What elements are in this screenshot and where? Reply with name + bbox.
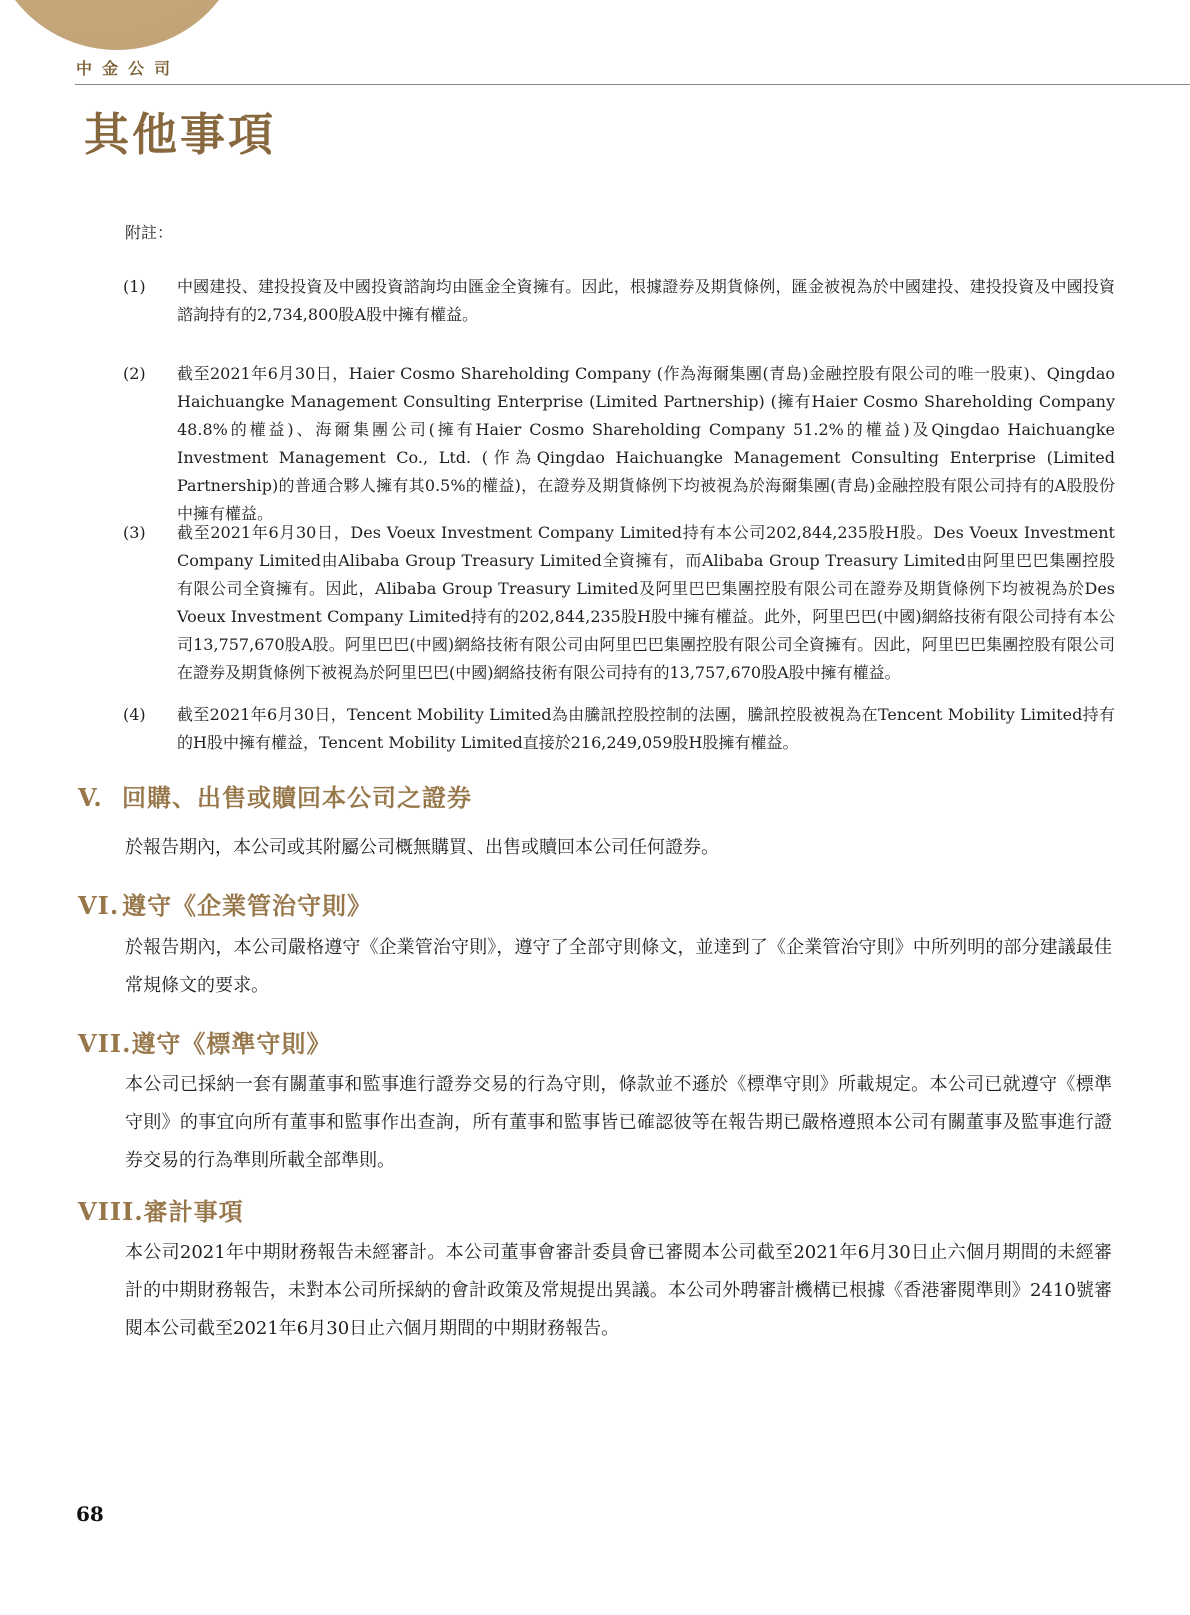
section-body-vi: 於報告期內，本公司嚴格遵守《企業管治守則》，遵守了全部守則條文，並達到了《企業管治守則》中所列明的部分建議最佳常規條文的要求。: [125, 937, 1112, 996]
note-item-1: [123, 273, 1115, 329]
brand-name: 中金公司: [76, 59, 181, 78]
note-item-2: [123, 360, 1115, 528]
page-number: 68: [76, 1502, 104, 1526]
note-text: 截至2021年6月30日，Des Voeux Investment Company Limited持有本公司202,844,235股H股。Des Voeux Investment Company Limited由Alibaba Group Treasury Limited全資擁有，而Alibaba Group Treasury Limited由阿里巴巴集團控股有限公司全資擁有。因此，Alibaba Group Treasury Limited及阿里巴巴集團控股有限公司在證券及期貨條例下均被視為於Des Voeux Investment Company Limited持有的202,844,235股H股中擁有權益。此外，阿里巴巴(中國)網絡技術有限公司持有本公司13,757,670股A股。阿里巴巴(中國)網絡技術有限公司由阿里巴巴集團控股有限公司全資擁有。因此，阿里巴巴集團控股有限公司在證券及期貨條例下被視為於阿里巴巴(中國)網絡技術有限公司持有的13,757,670股A股中擁有權益。: [177, 523, 1115, 682]
section-number: V.: [78, 783, 103, 812]
note-number: (4): [123, 705, 146, 724]
section-heading-vii: [78, 1024, 331, 1059]
note-text: 截至2021年6月30日，Tencent Mobility Limited為由騰訊控股控制的法團，騰訊控股被視為在Tencent Mobility Limited持有的H股中擁有權益，Tencent Mobility Limited直接於216,249,059股H股擁有權益。: [177, 705, 1115, 752]
header-divider: [75, 84, 1190, 85]
section-number: VIII.: [78, 1197, 144, 1226]
section-title: 遵守《企業管治守則》: [122, 891, 372, 920]
note-item-4: [123, 701, 1115, 757]
page-title: 其他事項: [84, 108, 277, 161]
section-body-v: 於報告期內，本公司或其附屬公司概無購買、出售或贖回本公司任何證券。: [125, 837, 719, 858]
section-title: 審計事項: [143, 1197, 244, 1226]
section-heading-v: [78, 778, 472, 813]
note-number: (1): [123, 277, 146, 296]
cicc-logo-icon: [0, 0, 246, 50]
note-number: (3): [123, 523, 146, 542]
note-number: (2): [123, 364, 146, 383]
note-item-3: [123, 519, 1115, 687]
note-text: 中國建投、建投投資及中國投資諮詢均由匯金全資擁有。因此，根據證券及期貨條例，匯金被視為於中國建投、建投投資及中國投資諮詢持有的2,734,800股A股中擁有權益。: [177, 277, 1115, 324]
section-heading-vi: [78, 886, 372, 921]
section-body-vii: 本公司已採納一套有關董事和監事進行證券交易的行為守則，條款並不遜於《標準守則》所載規定。本公司已就遵守《標準守則》的事宜向所有董事和監事作出查詢，所有董事和監事皆已確認彼等在報告期已嚴格遵照本公司有關董事及監事進行證券交易的行為準則所載全部準則。: [125, 1074, 1112, 1171]
section-title: 回購、出售或贖回本公司之證券: [122, 783, 472, 812]
section-number: VII.: [78, 1029, 132, 1058]
section-body-viii: 本公司2021年中期財務報告未經審計。本公司董事會審計委員會已審閱本公司截至2021年6月30日止六個月期間的未經審計的中期財務報告，未對本公司所採納的會計政策及常規提出異議。本公司外聘審計機構已根據《香港審閱準則》2410號審閱本公司截至2021年6月30日止六個月期間的中期財務報告。: [125, 1242, 1112, 1339]
section-heading-viii: [78, 1192, 244, 1227]
section-title: 遵守《標準守則》: [131, 1029, 332, 1058]
section-number: VI.: [78, 891, 120, 920]
notes-label: 附註：: [125, 223, 174, 242]
note-text: 截至2021年6月30日，Haier Cosmo Shareholding Company (作為海爾集團(青島)金融控股有限公司的唯一股東)、Qingdao Haichuangke Management Consulting Enterprise (Limited Partnership) (擁有Haier Cosmo Shareholding Company 48.8%的權益)、海爾集團公司(擁有Haier Cosmo Shareholding Company 51.2%的權益)及Qingdao Haichuangke Investment Management Co., Ltd. (作為Qingdao Haichuangke Management Consulting Enterprise (Limited Partnership)的普通合夥人擁有其0.5%的權益)，在證券及期貨條例下均被視為於海爾集團(青島)金融控股有限公司持有的A股股份中擁有權益。: [177, 364, 1115, 523]
